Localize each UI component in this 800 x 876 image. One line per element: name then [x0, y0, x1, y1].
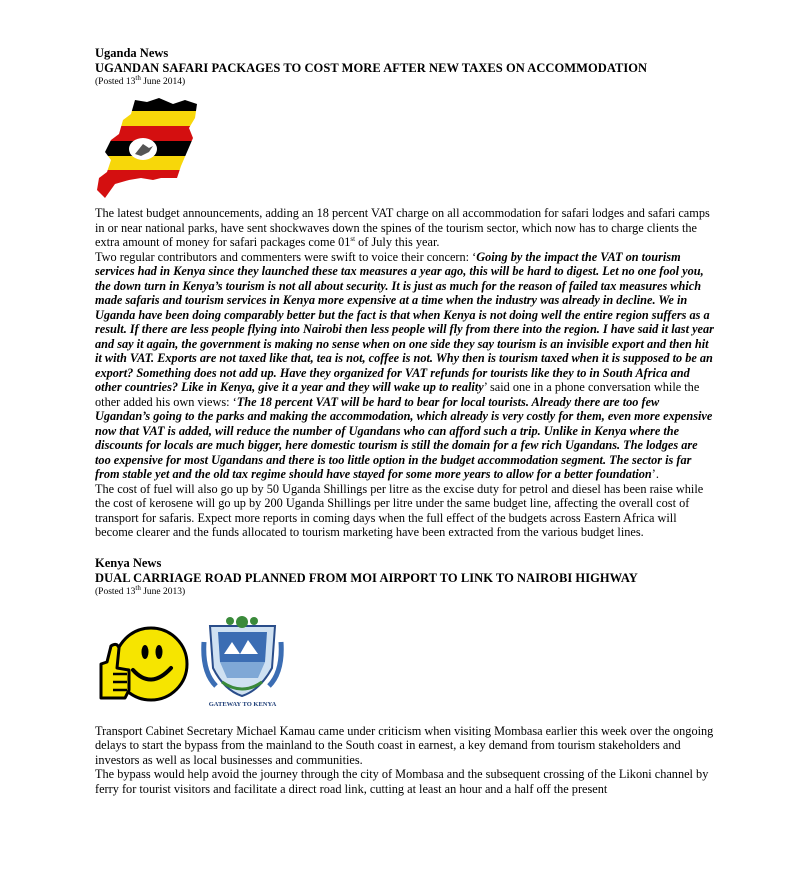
crest-motto: GATEWAY TO KENYA: [208, 700, 277, 708]
quote-second-contributor: The 18 percent VAT will be hard to bear for local tourists. Already there are too few Ugandan’s going to the parks and making the accommodation, which already is very costly for them, even more expensive now that VAT is added, will reduce the number of Ugandans who can afford such a trip. Unlike in Kenya where the discounts for locals are much bigger, here domestic tourism is still the domain for a few rich Ugandans. The lodges are too expensive for most Ugandans and there is too little option in the budget accommodation segment. The sector is far from stable yet and the old tax regime should have stayed for some more years to allow for a better foundation: [95, 394, 713, 481]
uganda-paragraph-3: The cost of fuel will also go up by 50 Uganda Shillings per litre as the excise duty for petrol and diesel has been raise while the cost of kerosene will go up by 200 Uganda Shillings per litre under the same budget line, affecting the overall cost of transport for safaris. Expect more reports in coming days when the full effect of the budgets across Eastern Africa will become clearer and the funds allocated to tourism marketing have been extracted from the various budget lines.: [95, 481, 704, 539]
kenya-paragraph-1: Transport Cabinet Secretary Michael Kamau came under criticism when visiting Mombasa earlier this week over the ongoing delays to start the bypass from the mainland to the South coast in earnest, a key demand from tourism stakeholders and investors as well as local businesses and communities.: [95, 723, 714, 767]
uganda-flag-map-icon: [93, 94, 203, 202]
kenya-section-label: Kenya News: [95, 555, 162, 570]
uganda-headline: UGANDAN SAFARI PACKAGES TO COST MORE AFTER NEW TAXES ON ACCOMMODATION: [95, 61, 648, 75]
kenya-posted-date: (Posted 13th June 2013): [95, 583, 186, 597]
uganda-flag-map: [95, 94, 715, 204]
uganda-section-label: Uganda News: [95, 46, 169, 60]
uganda-paragraph-1: The latest budget announcements, adding an 18 percent VAT charge on all accommodation for safari lodges and safari camps in or near national parks, have sent shockwaves down the spines of the tourism sector, which now has to charge clients the extra amount of money for safari packages come 01st of July this year.: [95, 206, 710, 249]
kenya-images: [95, 612, 715, 724]
document-page: [95, 46, 715, 796]
mombasa-crest-icon: [200, 612, 285, 718]
kenya-section: [95, 556, 715, 797]
uganda-posted-date: (Posted 13th June 2014): [95, 73, 186, 87]
kenya-headline: DUAL CARRIAGE ROAD PLANNED FROM MOI AIRPORT TO LINK TO NAIROBI HIGHWAY: [95, 570, 638, 585]
uganda-paragraph-2: Two regular contributors and commenters were swift to voice their concern: ‘Going by the impact the VAT on tourism services had in Kenya since they launched these tax measures a year ago, this will be hard to digest. Let no one fool you, the down turn in Kenya’s tourism is not all about security. It is just as much for the reason of failed tax measures which made safaris and tourism services in Kenya more expensive at a time when the industry was already in decline. We in Uganda have been doing comparably better but the fact is that when Kenya is not doing well the entire region suffers as a result. If there are less people flying into Nairobi then less people will fly from there into the region. I have said it last year and say it again, the government is making no sense when on one side they say tourism is an invisible export and then hit it with VAT. Exports are not taxed like that, tea is not, coffee is not. Why then is tourism taxed when it is supposed to be an export? Something does not add up. Have they organized for VAT refunds for tourists like they to in South Africa and other countries? Like in Kenya, give it a year and they will wake up to reality’ said one in a phone conversation while the other added his own views: ‘The 18 percent VAT will be hard to bear for local tourists. Already there are too few Ugandan’s going to the parks and making the accommodation, which already is very costly for them, even more expensive now that VAT is added, will reduce the number of Ugandans who can afford such a trip. Unlike in Kenya where the discounts for locals are much bigger, here domestic tourism is still the domain for a few rich Ugandans. The lodges are too expensive for most Ugandans and there is too little option in the budget accommodation segment. The sector is far from stable yet and the old tax regime should have stayed for some more years to allow for a better foundation’.: [95, 249, 714, 481]
uganda-section: [95, 46, 715, 540]
thumbs-up-smiley-icon: [95, 618, 190, 710]
quote-first-contributor: Going by the impact the VAT on tourism services had in Kenya since they launched these tax measures a year ago, this will be hard to digest. Let no one fool you, the down turn in Kenya’s tourism is not all about security. It is just as much for the reason of failed tax measures which made safaris and tourism services in Kenya more expensive at a time when the industry was already in decline. We in Uganda have been doing comparably better but the fact is that when Kenya is not doing well the entire region suffers as a result. If there are less people flying into Nairobi then less people will fly from there into the region. I have said it last year and say it again, the government is making no sense when on one side they say tourism is an invisible export and then hit it with VAT. Exports are not taxed like that, tea is not, coffee is not. Why then is tourism taxed when it is supposed to be an export? Something does not add up. Have they organized for VAT refunds for tourists like they to in South Africa and other countries? Like in Kenya, give it a year and they will wake up to reality: [95, 249, 714, 394]
kenya-paragraph-2: The bypass would help avoid the journey through the city of Mombasa and the subsequent crossing of the Likoni channel by ferry for tourist visitors and facilitate a direct road link, cutting at least an hour and a half off the present: [95, 767, 709, 796]
